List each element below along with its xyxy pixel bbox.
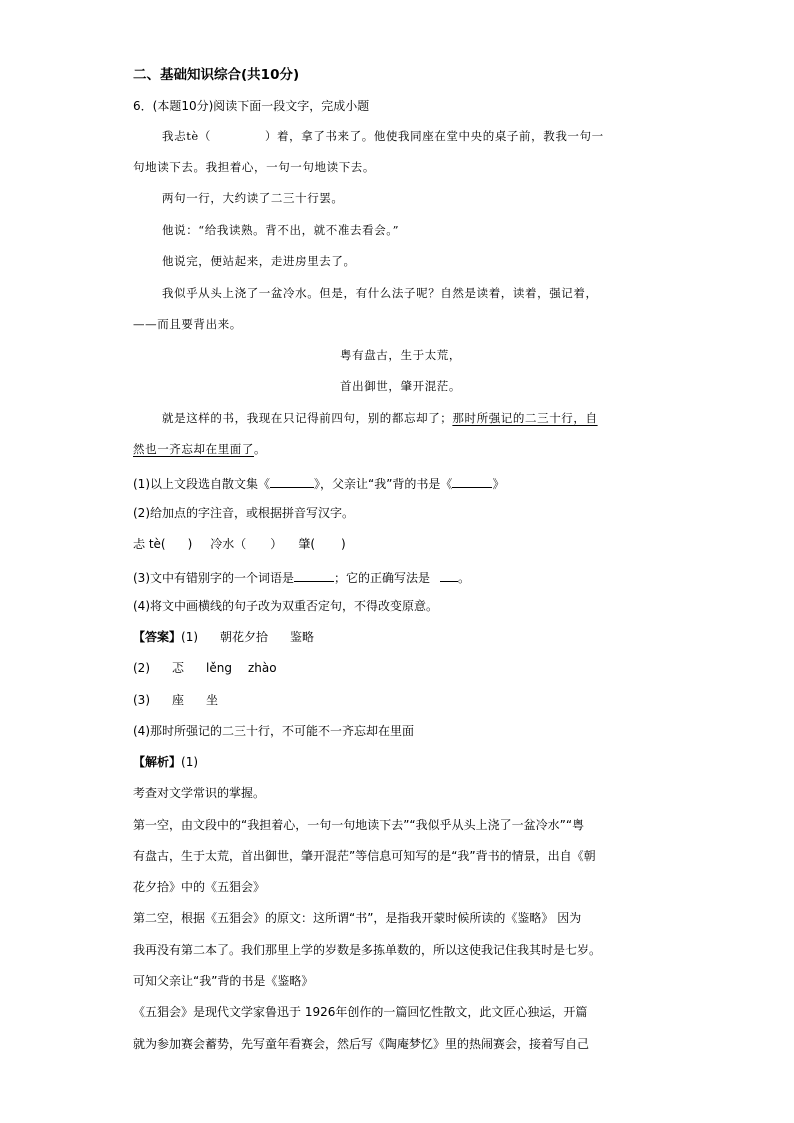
analysis-line: 我再没有第二本了。我们那里上学的岁数是多拣单数的，所以这使我记住我其时是七岁。 — [133, 943, 602, 957]
passage-line-2: 句地读下去。我担着心，一句一句地读下去。 — [133, 160, 375, 174]
analysis-number: (1) — [181, 755, 199, 769]
answer-value: lěng — [206, 661, 232, 675]
pinyin-item: 肇( — [298, 537, 315, 551]
subquestion-3 — [133, 569, 470, 584]
answer-number: (1) — [181, 630, 199, 644]
answer-value: 朝花夕拾 — [220, 630, 269, 644]
subquestion-text: 。 — [458, 571, 471, 585]
subquestion-text: (3)文中有错别字的一个词语是 — [133, 571, 294, 585]
passage-text: 就是这样的书，我现在只记得前四句，别的都忘却了； — [162, 411, 453, 425]
subquestion-2: (2)给加点的字注音，或根据拼音写汉字。 — [133, 506, 354, 520]
analysis-line: 《五猖会》是现代文学家鲁迅于 1926年创作的一篇回忆性散文，此文匠心独运，开篇 — [133, 1005, 588, 1019]
passage-text: ）着，拿了书来了。他使我同座在堂中央的桌子前，教我一句一 — [264, 129, 604, 143]
subquestion-text: ；它的正确写法是 — [334, 571, 431, 585]
analysis-label: 【解析】 — [133, 755, 182, 769]
answer-line-1 — [133, 631, 314, 643]
verse-line-2: 首出御世，肇开混茫。 — [340, 379, 461, 393]
subquestion-4: (4)将文中画横线的句子改为双重否定句，不得改变原意。 — [133, 599, 439, 613]
pinyin-item: ) — [187, 537, 193, 551]
analysis-line: 考查对文学常识的掌握。 — [133, 786, 266, 800]
analysis-heading — [133, 756, 198, 768]
pinyin-item: ） — [270, 537, 283, 551]
pinyin-item: ) — [341, 537, 346, 551]
verse-line-1: 粤有盘古，生于太荒， — [340, 348, 461, 362]
underlined-sentence: 然也一齐忘却在里面了 — [133, 442, 254, 456]
subquestion-2-items — [133, 538, 346, 550]
pinyin-item: 冷水（ — [210, 537, 247, 551]
section-heading: 二、基础知识综合(共10分) — [133, 67, 300, 83]
answer-value: 忑 — [172, 661, 185, 675]
answer-blank — [452, 475, 492, 488]
answer-value: zhào — [247, 661, 277, 675]
answer-label: 【答案】 — [133, 630, 182, 644]
passage-line-8 — [162, 413, 598, 425]
answer-number: (2) — [133, 661, 150, 675]
subquestion-text: (1)以上文段选自散文集《 — [133, 477, 270, 491]
analysis-line: 第二空，根据《五猖会》的原文：这所谓“书”，是指我开蒙时候所读的《鉴略》 因为 — [133, 911, 582, 925]
passage-line-3: 两句一行，大约读了二三十行罢。 — [162, 191, 344, 205]
subquestion-text: 》，父亲让“我”背的书是《 — [314, 477, 453, 491]
answer-value: 座 — [172, 693, 185, 707]
answer-blank — [294, 569, 334, 582]
pinyin-item: 忐 tè( — [133, 537, 166, 551]
answer-line-3 — [133, 694, 218, 706]
analysis-line: 花夕拾》中的《五猖会》 — [133, 880, 266, 894]
answer-line-2 — [133, 662, 277, 674]
answer-blank — [440, 569, 458, 582]
analysis-line: 可知父亲让“我”背的书是《鉴略》 — [133, 974, 314, 988]
answer-value: 鉴略 — [290, 630, 315, 644]
passage-line-4: 他说：“给我读熟。背不出，就不准去看会。” — [162, 223, 400, 237]
answer-blank — [270, 475, 314, 488]
passage-line-1 — [162, 131, 604, 143]
question-stem: 6．(本题10分)阅读下面一段文字，完成小题 — [133, 99, 370, 113]
subquestion-1 — [133, 475, 504, 490]
underlined-sentence: 那时所强记的二三十行，自 — [452, 411, 598, 425]
analysis-line: 就为参加赛会蓄势，先写童年看赛会，然后写《陶庵梦忆》里的热闹赛会，接着写自己 — [133, 1037, 590, 1051]
passage-line-5: 他说完，便站起来，走进房里去了。 — [162, 254, 356, 268]
passage-line-7: ——而且要背出来。 — [133, 317, 242, 331]
passage-text: 我忐tè（ — [162, 129, 211, 143]
subquestion-text: 》 — [492, 477, 505, 491]
passage-line-9 — [133, 444, 266, 456]
analysis-line: 有盘古，生于太荒，首出御世，肇开混茫”等信息可知写的是“我”背书的情景，出自《朝 — [133, 849, 596, 863]
passage-text: 。 — [254, 442, 267, 456]
analysis-line: 第一空，由文段中的“我担着心，一句一句地读下去”“我似乎从头上浇了一盆冷水”“粤 — [133, 818, 585, 832]
answer-number: (3) — [133, 693, 150, 707]
answer-value: 坐 — [206, 693, 219, 707]
answer-line-4: (4)那时所强记的二三十行，不可能不一齐忘却在里面 — [133, 724, 415, 738]
passage-line-6: 我似乎从头上浇了一盆冷水。但是，有什么法子呢？自然是读着，读着，强记着， — [162, 286, 598, 300]
